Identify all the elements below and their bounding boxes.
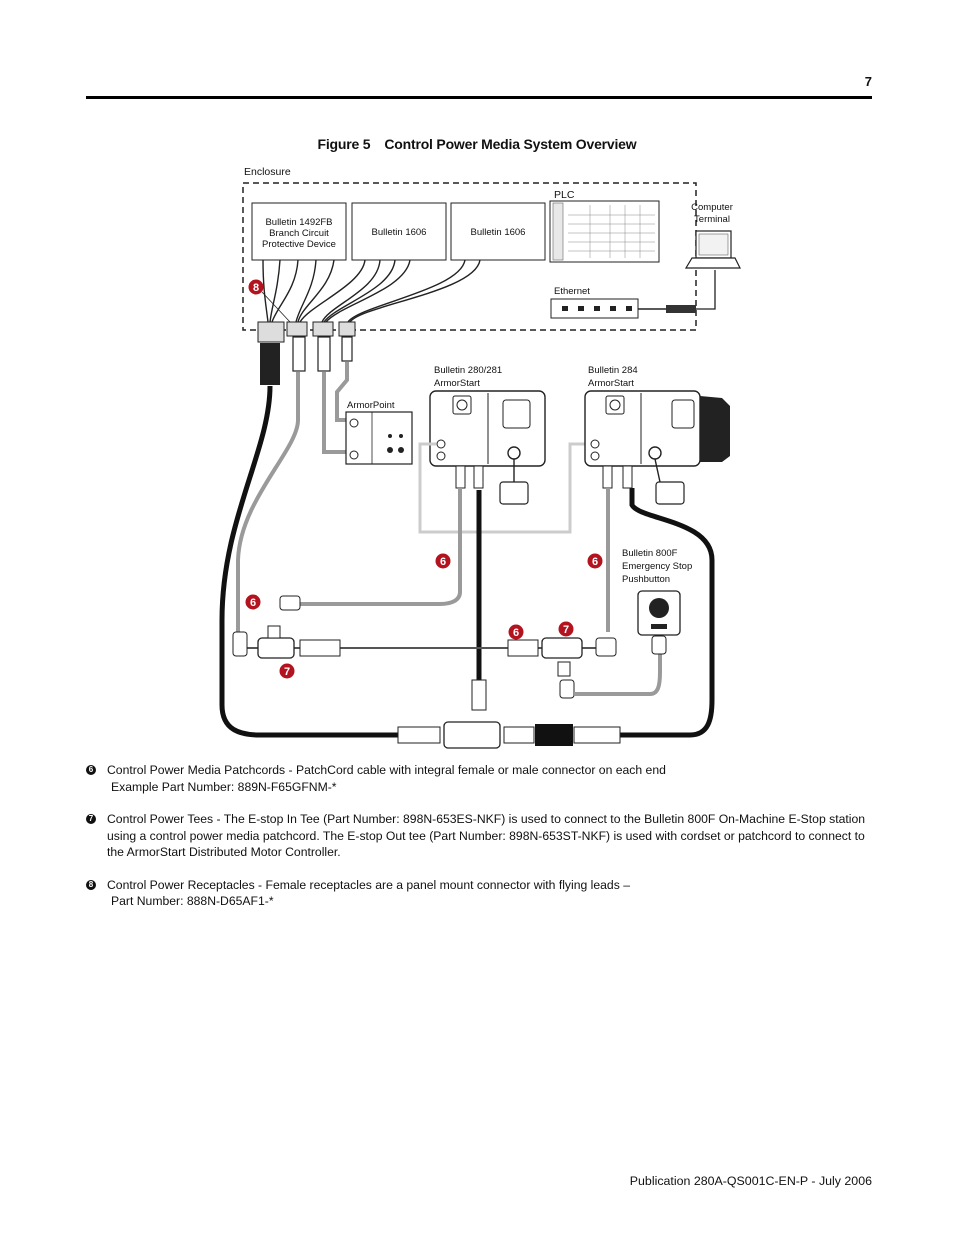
note-text: Control Power Media Patchcords - PatchCord cable with integral female or male connector on each end bbox=[107, 763, 666, 777]
svg-text:Protective Device: Protective Device bbox=[262, 239, 336, 250]
svg-text:ArmorStart: ArmorStart bbox=[588, 378, 634, 389]
bulletin-1606-power-supply-a bbox=[352, 203, 446, 260]
svg-text:7: 7 bbox=[562, 624, 570, 636]
svg-text:6: 6 bbox=[591, 556, 599, 568]
figure-notes bbox=[86, 762, 876, 926]
computer-terminal bbox=[686, 202, 740, 268]
svg-text:6: 6 bbox=[512, 627, 520, 639]
armorpoint-module bbox=[346, 400, 412, 464]
armorstart-284 bbox=[585, 365, 730, 504]
svg-text:Terminal: Terminal bbox=[694, 214, 730, 225]
callout-6-armorstart-284 bbox=[588, 554, 603, 569]
svg-text:ArmorPoint: ArmorPoint bbox=[347, 400, 395, 411]
svg-text:Bulletin 1606: Bulletin 1606 bbox=[470, 227, 526, 238]
svg-text:Bulletin 284: Bulletin 284 bbox=[588, 365, 638, 376]
receptacle-connectors bbox=[260, 337, 352, 385]
bulletin-1606-power-supply-b bbox=[451, 203, 545, 260]
note-text: Control Power Receptacles - Female receptacles are a panel mount connector with flying leads – bbox=[107, 877, 630, 892]
callout-7-left bbox=[280, 664, 295, 679]
note-text: Control Power Tees - The E-stop In Tee (Part Number: 898N-653ES-NKF) is used to connect to the Bulletin 800F On-Machine E-Stop station using a control power media patchcord. The E-stop Out tee (Part Number: 898N-653ST-NKF) is used with cordset or patchcord to connect to the ArmorStart Distributed Motor Controller. bbox=[107, 812, 866, 859]
note-marker-6: 6 bbox=[86, 765, 96, 775]
note-marker-7: 7 bbox=[86, 814, 96, 824]
bulletin-1492fb-device bbox=[252, 203, 346, 260]
callout-8 bbox=[249, 280, 264, 295]
svg-text:6: 6 bbox=[249, 597, 257, 609]
svg-text:8: 8 bbox=[252, 282, 260, 294]
svg-text:Bulletin 1492FB: Bulletin 1492FB bbox=[265, 217, 333, 228]
ethernet-switch bbox=[551, 286, 638, 318]
svg-text:Computer: Computer bbox=[691, 202, 733, 213]
figure-caption: Control Power Media System Overview bbox=[384, 136, 637, 152]
svg-text:Bulletin 280/281: Bulletin 280/281 bbox=[434, 365, 503, 376]
enclosure-wiring bbox=[263, 260, 480, 322]
svg-text:Branch Circuit: Branch Circuit bbox=[269, 228, 329, 239]
panel-receptacles bbox=[258, 322, 355, 342]
bottom-tee-assembly bbox=[398, 680, 620, 748]
svg-text:Pushbutton: Pushbutton bbox=[622, 574, 671, 585]
svg-text:ArmorStart: ArmorStart bbox=[434, 378, 480, 389]
figure-number: Figure 5 bbox=[317, 136, 371, 152]
note-marker-8: 8 bbox=[86, 880, 96, 890]
svg-text:7: 7 bbox=[283, 666, 291, 678]
callout-6-armorstart-280 bbox=[436, 554, 451, 569]
note-subtext: Part Number: 888N-D65AF1-* bbox=[111, 894, 274, 908]
note-receptacles bbox=[86, 877, 876, 910]
emergency-stop-pushbutton bbox=[622, 548, 692, 654]
note-subtext: Example Part Number: 889N-F65GFNM-* bbox=[111, 779, 337, 794]
note-control-power-tees bbox=[86, 811, 876, 861]
svg-text:6: 6 bbox=[439, 556, 447, 568]
svg-text:Emergency Stop: Emergency Stop bbox=[622, 561, 693, 572]
callout-6-trunk bbox=[509, 625, 524, 640]
svg-text:Ethernet: Ethernet bbox=[554, 286, 590, 297]
callout-7-right bbox=[559, 622, 574, 637]
enclosure-label: Enclosure bbox=[244, 166, 291, 178]
page-number: 7 bbox=[864, 74, 872, 89]
svg-text:Bulletin 1606: Bulletin 1606 bbox=[371, 227, 427, 238]
armorstart-280-281 bbox=[430, 365, 545, 504]
publication-footer: Publication 280A-QS001C-EN-P - July 2006 bbox=[629, 1174, 872, 1188]
note-patchcords bbox=[86, 762, 876, 795]
svg-text:PLC: PLC bbox=[554, 189, 575, 201]
callout-6-left bbox=[246, 595, 261, 610]
plc-device bbox=[550, 189, 659, 262]
svg-text:Bulletin 800F: Bulletin 800F bbox=[622, 548, 678, 559]
